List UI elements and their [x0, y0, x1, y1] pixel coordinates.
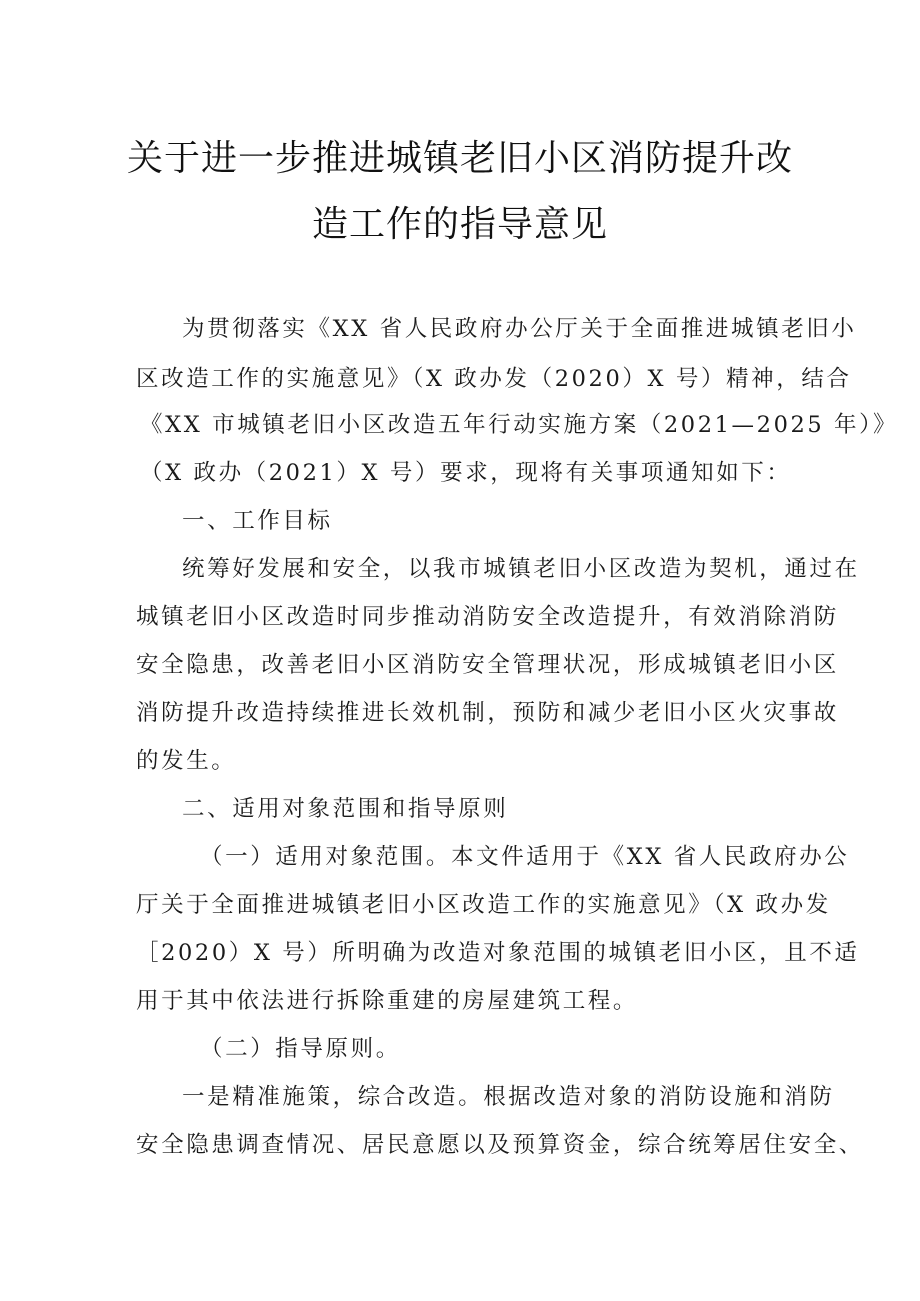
document-title-line-1: 关于进一步推进城镇老旧小区消防提升改 — [126, 138, 793, 179]
paragraph-intro-line-1: 为贯彻落实《XX 省人民政府办公厅关于全面推进城镇老旧小 — [182, 316, 857, 342]
paragraph-intro-line-3: 《XX 市城镇老旧小区改造五年行动实施方案（2021—2025 年）》 — [140, 412, 899, 438]
document-title-line-2: 造工作的指导意见 — [311, 204, 608, 245]
paragraph-principle-1-line-1: 一是精准施策，综合改造。根据改造对象的消防设施和消防 — [182, 1084, 835, 1110]
paragraph-goal-line-3: 安全隐患，改善老旧小区消防安全管理状况，形成城镇老旧小区 — [136, 652, 839, 678]
paragraph-goal-line-4: 消防提升改造持续推进长效机制，预防和减少老旧小区火灾事故 — [136, 700, 839, 726]
section-heading-2: 二、适用对象范围和指导原则 — [182, 796, 509, 822]
paragraph-scope-line-4: 用于其中依法进行拆除重建的房屋建筑工程。 — [136, 988, 639, 1014]
section-heading-1: 一、工作目标 — [182, 508, 333, 534]
paragraph-intro-line-2: 区改造工作的实施意见》（X 政办发（2020）X 号）精神，结合 — [136, 366, 852, 392]
paragraph-scope-line-1: （一）适用对象范围。本文件适用于《XX 省人民政府办公 — [200, 844, 850, 870]
subsection-heading-principles: （二）指导原则。 — [200, 1036, 401, 1062]
paragraph-goal-line-5: 的发生。 — [136, 748, 237, 774]
paragraph-goal-line-1: 统筹好发展和安全，以我市城镇老旧小区改造为契机，通过在 — [182, 556, 860, 582]
paragraph-principle-1-line-2: 安全隐患调查情况、居民意愿以及预算资金，综合统筹居住安全、 — [136, 1132, 864, 1158]
paragraph-scope-line-3: ［2020）X 号）所明确为改造对象范围的城镇老旧小区，且不适 — [136, 940, 860, 966]
paragraph-goal-line-2: 城镇老旧小区改造时同步推动消防安全改造提升，有效消除消防 — [136, 604, 839, 630]
paragraph-scope-line-2: 厅关于全面推进城镇老旧小区改造工作的实施意见》（X 政办发 — [136, 892, 831, 918]
paragraph-intro-line-4: （X 政办（2021）X 号）要求，现将有关事项通知如下： — [140, 460, 792, 486]
